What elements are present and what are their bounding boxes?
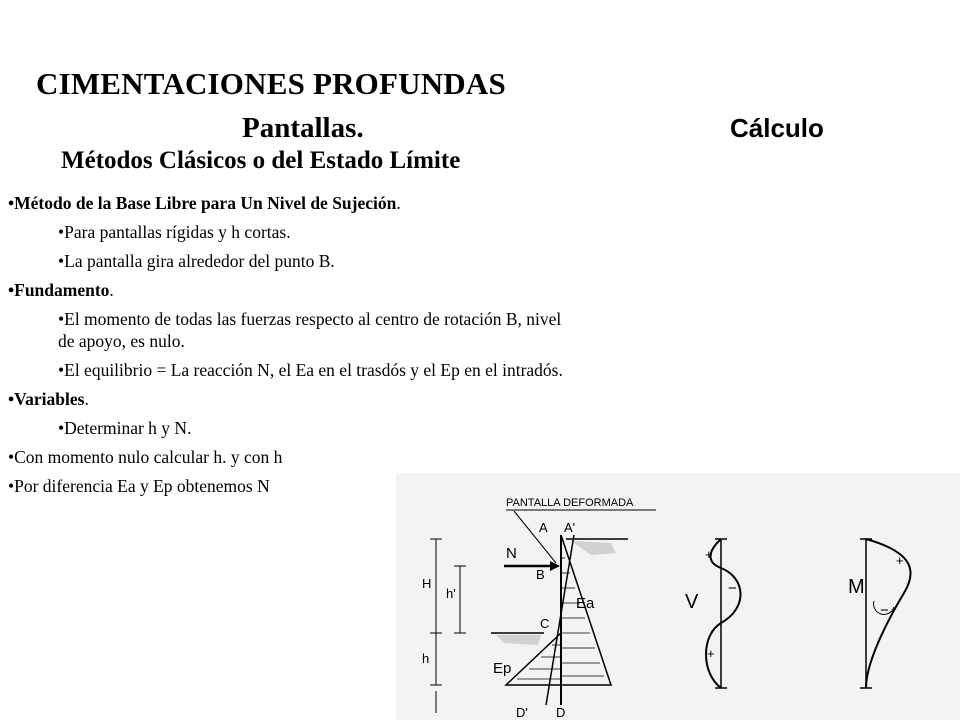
moment-minus: − — [880, 602, 889, 619]
caption-leader — [514, 511, 556, 563]
label-Ea: Ea — [576, 595, 595, 612]
shear-plus-bottom: + — [707, 646, 715, 661]
label-D-prime: D' — [516, 705, 528, 720]
label-V: V — [685, 591, 699, 613]
figure-caption: PANTALLA DEFORMADA — [506, 497, 634, 509]
label-A: A — [539, 520, 548, 535]
label-B: B — [536, 567, 545, 582]
shear-minus: − — [728, 580, 737, 597]
soil-hatch-bottom — [496, 635, 541, 645]
sub-bullet-moment: •El momento de todas las fuerzas respecto al centro de rotación B, nivel de apoyo, es nulo. — [58, 309, 562, 351]
label-h: h — [422, 651, 430, 666]
label-D: D — [556, 705, 566, 720]
page-title: CIMENTACIONES PROFUNDAS — [36, 66, 506, 101]
sub-bullet-rotation: •La pantalla gira alrededor del punto B. — [58, 251, 335, 271]
sub-bullet-equilibrium: •El equilibrio = La reacción N, el Ea en el trasdós y el Ep en el intradós. — [58, 360, 563, 380]
bullet-list — [8, 192, 568, 504]
moment-plus: + — [896, 553, 904, 568]
bullet-variables: •Variables. — [8, 389, 89, 409]
bullet-fundamento: •Fundamento. — [8, 280, 114, 300]
sub-bullet-rigid: •Para pantallas rígidas y h cortas. — [58, 222, 291, 242]
bullet-base-libre: •Método de la Base Libre para Un Nivel de Sujeción. — [8, 193, 401, 213]
section-heading: Métodos Clásicos o del Estado Límite — [61, 147, 461, 174]
bullet-diferencia: •Por diferencia Ea y Ep obtenemos N — [8, 476, 270, 496]
sub-bullet-determine: •Determinar h y N. — [58, 418, 192, 438]
label-N: N — [506, 545, 517, 562]
label-Ep: Ep — [493, 660, 512, 677]
label-A-prime: A' — [564, 520, 576, 535]
label-C: C — [540, 616, 550, 631]
wall-diagram-figure — [396, 473, 960, 720]
label-h-prime: h' — [446, 586, 456, 601]
side-heading: Cálculo — [730, 113, 824, 143]
wall-diagram — [396, 473, 960, 720]
bullet-momento-nulo: •Con momento nulo calcular h. y con h — [8, 447, 283, 467]
label-M: M — [848, 576, 865, 598]
soil-hatch-top — [571, 541, 616, 555]
page-subtitle: Pantallas. — [242, 112, 364, 144]
shear-plus-top: + — [705, 547, 713, 562]
label-H: H — [422, 576, 432, 591]
